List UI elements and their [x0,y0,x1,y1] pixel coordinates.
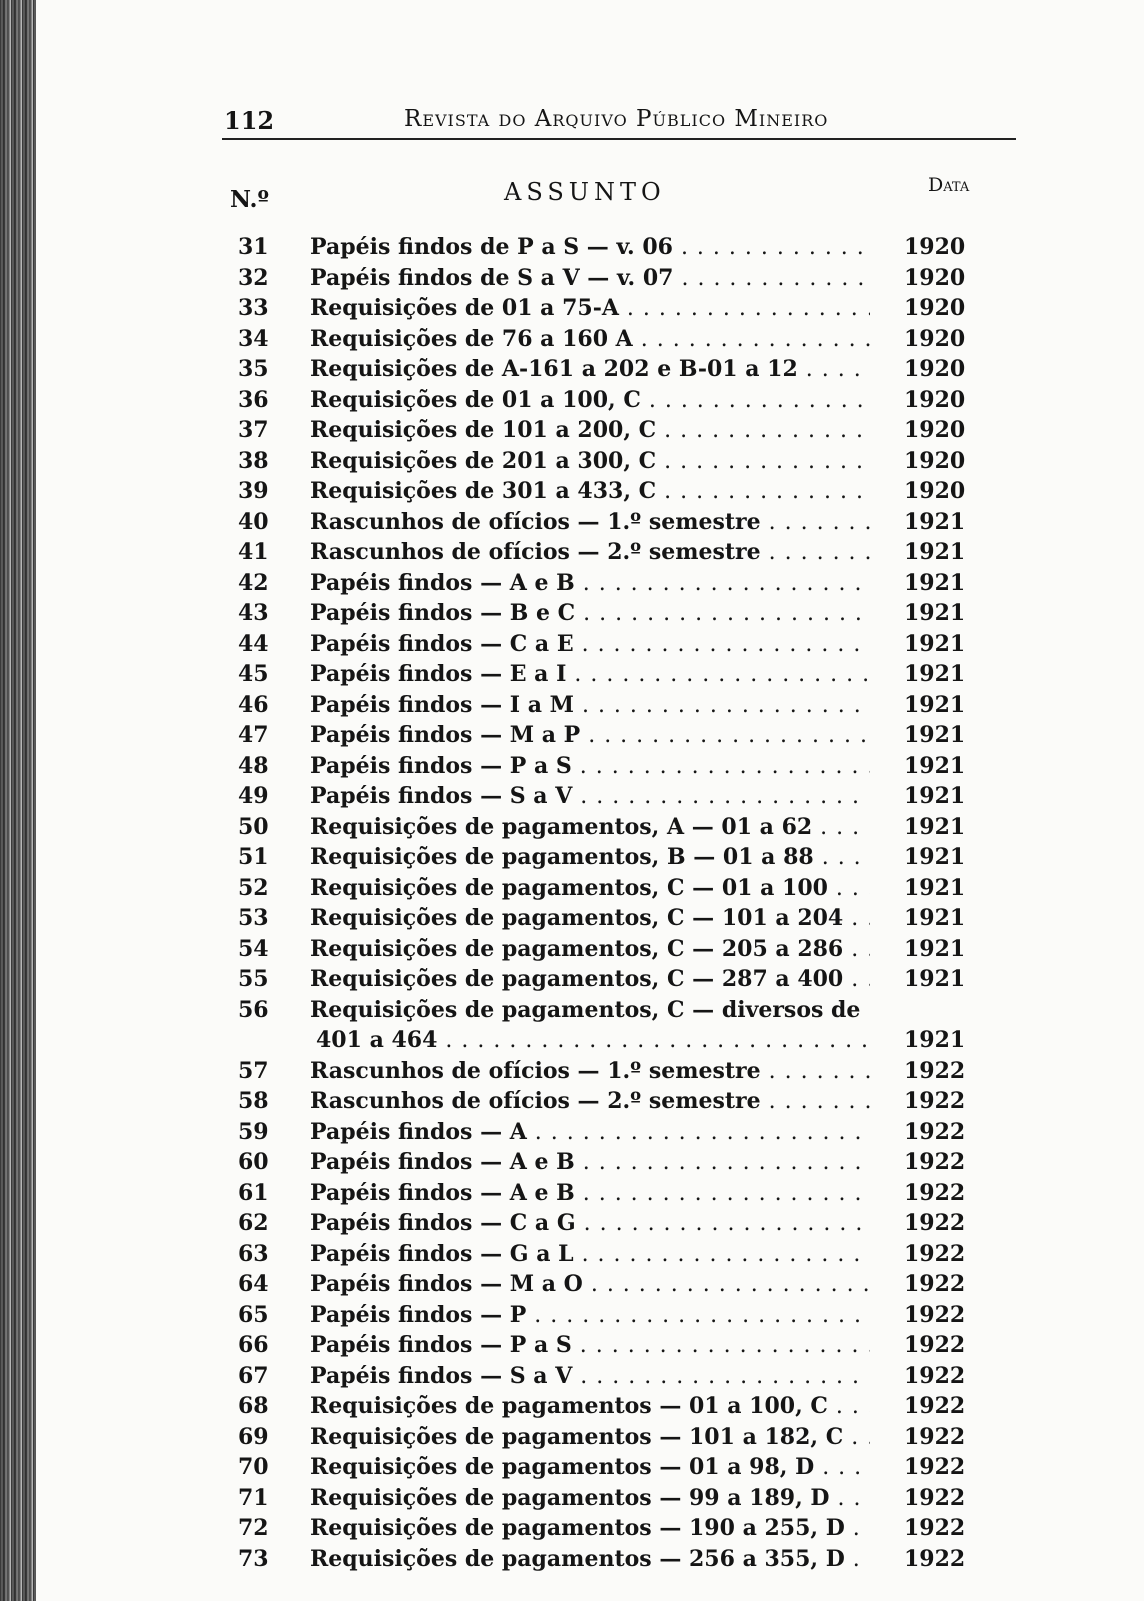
entry-date: 1922 [904,1271,966,1297]
entry-number: 69 [238,1423,269,1450]
list-item [224,415,1004,446]
entry-number: 73 [238,1545,269,1572]
entry-subject: Requisições de pagamentos — 01 a 100, C . . . [310,1391,870,1423]
entry-number: 35 [238,356,269,382]
entry-subject: Papéis findos — P a S . . . [310,751,870,783]
entry-date: 1920 [904,417,966,443]
entry-date: 1920 [904,295,966,321]
entry-number: 62 [238,1210,269,1236]
list-item [224,1452,1004,1483]
entry-date: 1922 [904,1423,966,1450]
entry-date: 1921 [904,722,966,748]
page-header [224,106,1016,136]
entry-date: 1921 [904,600,966,626]
entry-subject: Requisições de 76 a 160 A . . . [310,324,870,356]
entry-subject: Requisições de pagamentos — 256 a 355, D . . . [310,1544,870,1576]
list-item [224,1513,1004,1544]
entry-date: 1921 [904,844,966,870]
entry-subject: Papéis findos — G a L . . . [310,1239,870,1271]
entry-subject: Papéis findos — A e B . . . [310,1147,870,1179]
entry-number: 57 [238,1057,269,1084]
entry-number: 37 [238,417,269,443]
entry-date: 1922 [904,1057,966,1084]
entry-date: 1921 [904,752,966,779]
entry-subject: Rascunhos de ofícios — 2.º semestre . . . [310,537,870,569]
entry-subject: Papéis findos — M a P . . . [310,720,870,752]
entry-date: 1922 [904,1393,966,1419]
column-date-header: Data [928,174,970,196]
list-item [224,537,1004,568]
entry-number: 36 [238,386,269,413]
entry-date: 1922 [904,1240,966,1267]
column-headers [224,174,1016,213]
entry-number: 34 [238,325,269,352]
list-item [224,263,1004,294]
entry-subject: Requisições de 201 a 300, C . . . [310,446,870,478]
list-item [224,995,1004,1056]
entry-subject-continuation: 401 a 464 . . . [316,1025,870,1057]
entry-subject: Papéis findos — A e B . . . [310,568,870,600]
entry-subject: Requisições de pagamentos, B — 01 a 88 . . . [310,842,870,874]
entry-date: 1921 [904,905,966,931]
entry-number: 68 [238,1393,269,1419]
entry-subject: Rascunhos de ofícios — 1.º semestre . . . [310,1056,870,1088]
entry-date: 1922 [904,1301,966,1328]
entry-date: 1921 [904,569,966,596]
entry-date: 1921 [904,539,966,565]
entry-subject: Requisições de pagamentos, C — 01 a 100 . . . [310,873,870,905]
entry-subject: Papéis findos — C a G . . . [310,1208,870,1240]
list-item [224,1300,1004,1331]
entry-date: 1922 [904,1210,966,1236]
entry-date: 1922 [904,1545,966,1572]
list-item [224,232,1004,263]
list-item [224,1544,1004,1575]
entry-subject: Papéis findos — A . . . [310,1117,870,1149]
page-number: 112 [224,106,275,135]
entry-subject: Papéis findos — P . . . [310,1300,870,1332]
entry-date: 1922 [904,1454,966,1480]
entry-date: 1922 [904,1362,966,1389]
list-item [224,1117,1004,1148]
header-rule [222,138,1016,140]
list-item [224,1483,1004,1514]
entry-subject: Papéis findos — C a E . . . [310,629,870,661]
list-item [224,293,1004,324]
entry-subject: Papéis findos — S a V . . . [310,781,870,813]
list-item [224,1208,1004,1239]
entry-number: 60 [238,1149,269,1175]
entry-number: 67 [238,1362,269,1389]
entry-date: 1920 [904,356,966,382]
entry-number: 48 [238,752,269,779]
page-binding-edge [0,0,36,1601]
entry-date: 1921 [904,783,966,809]
entry-date: 1920 [904,386,966,413]
entry-date: 1921 [904,966,966,992]
entry-subject: Requisições de 101 a 200, C . . . [310,415,870,447]
list-item [224,1147,1004,1178]
entry-subject: Requisições de pagamentos — 01 a 98, D . . . [310,1452,870,1484]
column-subject-header: ASSUNTO [504,178,666,206]
list-item [224,354,1004,385]
entry-date: 1921 [904,630,966,657]
entry-date: 1921 [904,1027,966,1053]
entry-date: 1920 [904,447,966,474]
entry-number: 42 [238,569,269,596]
entry-subject: Requisições de pagamentos, C — 101 a 204 . . . [310,903,870,935]
entry-date: 1921 [904,935,966,962]
list-item [224,751,1004,782]
entry-subject: Requisições de 301 a 433, C . . . [310,476,870,508]
entry-subject: Papéis findos de P a S — v. 06 . . . [310,232,870,264]
entries-list [224,232,1004,1574]
entry-subject: Requisições de pagamentos, A — 01 a 62 . . . [310,812,870,844]
list-item [224,1422,1004,1453]
entry-date: 1920 [904,478,966,504]
list-item [224,324,1004,355]
list-item [224,903,1004,934]
entry-number: 55 [238,966,269,992]
entry-subject: Requisições de pagamentos, C — diversos de [310,996,861,1023]
entry-date: 1921 [904,874,966,901]
list-item [224,720,1004,751]
list-item [224,659,1004,690]
entry-number: 49 [238,783,269,809]
list-item [224,1330,1004,1361]
entry-date: 1922 [904,1118,966,1145]
entry-number: 38 [238,447,269,474]
list-item [224,1391,1004,1422]
entry-number: 64 [238,1271,269,1297]
entry-date: 1922 [904,1515,966,1541]
entry-date: 1922 [904,1088,966,1114]
entry-subject: Requisições de pagamentos, C — 287 a 400 . . . [310,964,870,996]
entry-number: 47 [238,722,269,748]
entry-subject: Requisições de 01 a 75-A . . . [310,293,870,325]
column-number-header: N.º [230,186,270,213]
entry-number: 70 [238,1454,269,1480]
list-item [224,1178,1004,1209]
list-item [224,568,1004,599]
entry-subject: Requisições de 01 a 100, C . . . [310,385,870,417]
entry-number: 63 [238,1240,269,1267]
entry-date: 1920 [904,234,966,260]
entry-number: 56 [238,996,269,1023]
list-item [224,873,1004,904]
list-item [224,1086,1004,1117]
entry-date: 1921 [904,691,966,718]
entry-number: 66 [238,1332,269,1358]
list-item [224,507,1004,538]
list-item [224,781,1004,812]
entry-subject: Requisições de A-161 a 202 e B-01 a 12 . . . [310,354,870,386]
entry-number: 72 [238,1515,269,1541]
entry-number: 59 [238,1118,269,1145]
entry-number: 44 [238,630,269,657]
entry-number: 65 [238,1301,269,1328]
list-item [224,446,1004,477]
entry-subject: Papéis findos — M a O . . . [310,1269,870,1301]
entry-subject: Rascunhos de ofícios — 1.º semestre . . . [310,507,870,539]
entry-date: 1922 [904,1149,966,1175]
running-title: Revista do Arquivo Público Mineiro [404,106,829,132]
entry-number: 31 [238,234,269,260]
entry-number: 39 [238,478,269,504]
entry-number: 50 [238,813,269,840]
entry-subject: Requisições de pagamentos, C — 205 a 286 . . . [310,934,870,966]
entry-number: 40 [238,508,269,535]
entry-subject: Papéis findos — E a I . . . [310,659,870,691]
list-item [224,1239,1004,1270]
list-item [224,1269,1004,1300]
list-item [224,1056,1004,1087]
entry-subject: Papéis findos — I a M . . . [310,690,870,722]
entry-number: 54 [238,935,269,962]
entry-number: 51 [238,844,269,870]
entry-number: 45 [238,661,269,687]
entry-subject: Rascunhos de ofícios — 2.º semestre . . . [310,1086,870,1118]
entry-number: 41 [238,539,269,565]
entry-number: 71 [238,1484,269,1511]
entry-subject: Papéis findos — S a V . . . [310,1361,870,1393]
entry-number: 52 [238,874,269,901]
list-item [224,1361,1004,1392]
entry-number: 61 [238,1179,269,1206]
list-item [224,476,1004,507]
list-item [224,934,1004,965]
entry-number: 58 [238,1088,269,1114]
list-item [224,812,1004,843]
entry-number: 33 [238,295,269,321]
entry-date: 1922 [904,1179,966,1206]
entry-subject: Requisições de pagamentos — 99 a 189, D . . . [310,1483,870,1515]
entry-subject: Requisições de pagamentos — 190 a 255, D . . . [310,1513,870,1545]
entry-date: 1920 [904,264,966,291]
entry-date: 1921 [904,813,966,840]
entry-subject: Papéis findos — A e B . . . [310,1178,870,1210]
list-item [224,385,1004,416]
entry-number: 32 [238,264,269,291]
entry-subject: Papéis findos — B e C . . . [310,598,870,630]
entry-date: 1921 [904,508,966,535]
entry-subject: Papéis findos — P a S . . . [310,1330,870,1362]
entry-date: 1922 [904,1484,966,1511]
entry-subject: Requisições de pagamentos — 101 a 182, C . . . [310,1422,870,1454]
list-item [224,598,1004,629]
list-item [224,690,1004,721]
entry-subject: Papéis findos de S a V — v. 07 . . . [310,263,870,295]
list-item [224,964,1004,995]
entry-date: 1921 [904,661,966,687]
entry-date: 1922 [904,1332,966,1358]
entry-number: 46 [238,691,269,718]
entry-number: 53 [238,905,269,931]
list-item [224,629,1004,660]
entry-date: 1920 [904,325,966,352]
entry-number: 43 [238,600,269,626]
list-item [224,842,1004,873]
